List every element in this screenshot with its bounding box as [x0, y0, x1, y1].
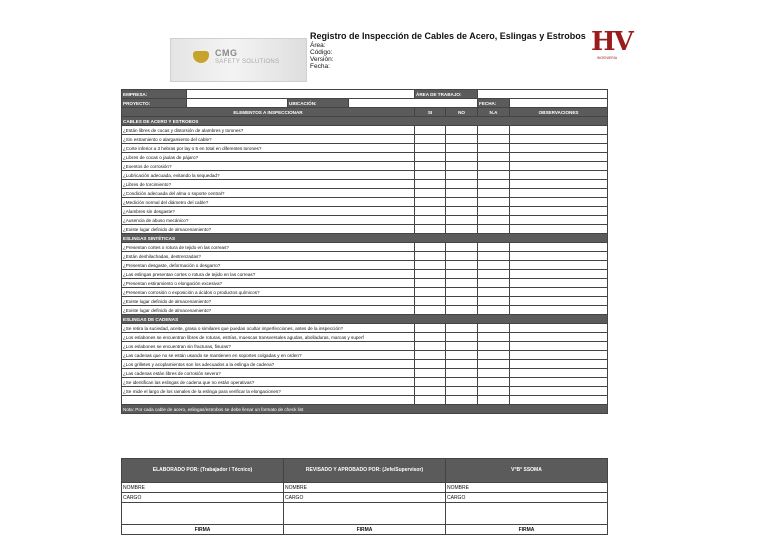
- observaciones-cell[interactable]: [510, 333, 608, 342]
- na-cell[interactable]: [478, 189, 510, 198]
- firma-elaborado: FIRMA: [122, 525, 284, 535]
- table-row: [122, 306, 608, 315]
- na-cell[interactable]: [478, 396, 510, 405]
- observaciones-cell[interactable]: [510, 378, 608, 387]
- no-cell[interactable]: [446, 198, 478, 207]
- si-cell[interactable]: [415, 189, 446, 198]
- ubicacion-label: UBICACIÓN:: [288, 99, 349, 108]
- si-cell[interactable]: [415, 378, 446, 387]
- table-row: [122, 288, 608, 297]
- si-cell[interactable]: [415, 126, 446, 135]
- si-cell[interactable]: [415, 396, 446, 405]
- na-header: N.A: [478, 108, 510, 117]
- no-cell[interactable]: [446, 207, 478, 216]
- elementos-header: ELEMENTOS A INSPECCIONAR: [122, 108, 415, 117]
- observaciones-cell[interactable]: [510, 135, 608, 144]
- inspection-table: [121, 89, 608, 414]
- na-cell[interactable]: [478, 198, 510, 207]
- na-cell[interactable]: [478, 216, 510, 225]
- no-cell[interactable]: [446, 351, 478, 360]
- observaciones-cell[interactable]: [510, 288, 608, 297]
- no-cell[interactable]: [446, 126, 478, 135]
- no-cell[interactable]: [446, 216, 478, 225]
- fecha-label: FECHA:: [478, 99, 510, 108]
- na-cell[interactable]: [478, 369, 510, 378]
- table-row: [122, 333, 608, 342]
- observaciones-cell[interactable]: [510, 189, 608, 198]
- na-cell[interactable]: [478, 378, 510, 387]
- observaciones-header: OBSERVACIONES: [510, 108, 608, 117]
- table-row: [122, 351, 608, 360]
- no-cell[interactable]: [446, 279, 478, 288]
- empresa-label: EMPRESA:: [122, 90, 187, 99]
- na-cell[interactable]: [478, 243, 510, 252]
- no-cell[interactable]: [446, 288, 478, 297]
- si-cell[interactable]: [415, 261, 446, 270]
- observaciones-cell[interactable]: [510, 342, 608, 351]
- section-title: ESLINGAS DE CADENAS: [122, 315, 608, 324]
- empresa-field[interactable]: [187, 90, 415, 99]
- na-cell[interactable]: [478, 360, 510, 369]
- si-cell[interactable]: [415, 252, 446, 261]
- na-cell[interactable]: [478, 279, 510, 288]
- inspection-item: ¿Libres de torcimiento?: [122, 180, 415, 189]
- table-row: [122, 189, 608, 198]
- si-cell[interactable]: [415, 360, 446, 369]
- table-row: [122, 297, 608, 306]
- inspection-item: ¿Presentan estiramiento o elongación excesiva?: [122, 279, 415, 288]
- table-row: [122, 144, 608, 153]
- no-cell[interactable]: [446, 180, 478, 189]
- signature-table: [121, 458, 608, 535]
- logo-subtext: SAFETY SOLUTIONS: [215, 59, 280, 65]
- inspection-item: ¿Las eslingas presentan cortes o rotura de tejido en las correas?: [122, 270, 415, 279]
- observaciones-cell[interactable]: [510, 126, 608, 135]
- helmet-icon: [193, 51, 209, 63]
- inspection-item: ¿Existe lugar definido de almacenamiento?: [122, 225, 415, 234]
- inspection-item: ¿Existe lugar definido de almacenamiento?: [122, 297, 415, 306]
- observaciones-cell[interactable]: [510, 225, 608, 234]
- no-cell[interactable]: [446, 189, 478, 198]
- observaciones-cell[interactable]: [510, 306, 608, 315]
- cargo-vb[interactable]: CARGO: [446, 493, 608, 503]
- signature-space-vb[interactable]: [446, 503, 608, 525]
- observaciones-cell[interactable]: [510, 198, 608, 207]
- cargo-elaborado[interactable]: CARGO: [122, 493, 284, 503]
- table-row: [122, 261, 608, 270]
- na-cell[interactable]: [478, 153, 510, 162]
- no-cell[interactable]: [446, 135, 478, 144]
- brand-logo: [591, 27, 632, 61]
- inspection-item: ¿Exentos de corrosión?: [122, 162, 415, 171]
- table-row: [122, 180, 608, 189]
- ubicacion-field[interactable]: [349, 99, 478, 108]
- table-row: [122, 135, 608, 144]
- document-header: [121, 27, 632, 88]
- no-cell[interactable]: [446, 369, 478, 378]
- observaciones-cell[interactable]: [510, 387, 608, 396]
- area-trabajo-label: ÁREA DE TRABAJO:: [415, 90, 478, 99]
- observaciones-cell[interactable]: [510, 369, 608, 378]
- na-cell[interactable]: [478, 225, 510, 234]
- area-trabajo-field[interactable]: [478, 90, 608, 99]
- table-row: [122, 396, 608, 405]
- inspection-item: ¿Las cadenas que no se están usando se mantienen en soportes colgadas y en orden?: [122, 351, 415, 360]
- inspection-item: ¿Los eslabones se encuentran sin fracturas, fisuras?: [122, 342, 415, 351]
- inspection-item: ¿Condición adecuada del alma o soporte central?: [122, 189, 415, 198]
- si-cell[interactable]: [415, 225, 446, 234]
- table-row: [122, 342, 608, 351]
- revisado-header: REVISADO Y APROBADO POR: (Jefe/Supervisor): [284, 459, 446, 483]
- no-cell[interactable]: [446, 153, 478, 162]
- observaciones-cell[interactable]: [510, 153, 608, 162]
- na-cell[interactable]: [478, 171, 510, 180]
- inspection-item: ¿Corte inferior a 3 hebras por lay o 5 en total en diferentes torones?: [122, 144, 415, 153]
- section-title: CABLES DE ACERO Y ESTROBOS: [122, 117, 608, 126]
- elaborado-header: ELABORADO POR: (Trabajador / Técnico): [122, 459, 284, 483]
- company-logo: [170, 38, 307, 82]
- observaciones-cell[interactable]: [510, 180, 608, 189]
- si-cell[interactable]: [415, 306, 446, 315]
- si-cell[interactable]: [415, 144, 446, 153]
- na-cell[interactable]: [478, 387, 510, 396]
- si-cell[interactable]: [415, 324, 446, 333]
- proyecto-field[interactable]: [187, 99, 288, 108]
- observaciones-cell[interactable]: [510, 171, 608, 180]
- no-cell[interactable]: [446, 360, 478, 369]
- observaciones-cell[interactable]: [510, 162, 608, 171]
- si-cell[interactable]: [415, 162, 446, 171]
- inspection-item: ¿Están libres de cocas y distorsión de alambres y torones?: [122, 126, 415, 135]
- observaciones-cell[interactable]: [510, 270, 608, 279]
- no-cell[interactable]: [446, 225, 478, 234]
- inspection-item: ¿Ausencia de abuso mecánico?: [122, 216, 415, 225]
- document-title: Registro de Inspección de Cables de Acero, Eslingas y Estrobos: [310, 31, 586, 41]
- si-cell[interactable]: [415, 198, 446, 207]
- firma-revisado: FIRMA: [284, 525, 446, 535]
- na-cell[interactable]: [478, 180, 510, 189]
- si-cell[interactable]: [415, 351, 446, 360]
- si-cell[interactable]: [415, 243, 446, 252]
- si-cell[interactable]: [415, 270, 446, 279]
- table-row: [122, 378, 608, 387]
- no-cell[interactable]: [446, 270, 478, 279]
- observaciones-cell[interactable]: [510, 144, 608, 153]
- signature-space-revisado[interactable]: [284, 503, 446, 525]
- observaciones-cell[interactable]: [510, 297, 608, 306]
- table-row: [122, 225, 608, 234]
- table-row: [122, 153, 608, 162]
- no-cell[interactable]: [446, 162, 478, 171]
- na-cell[interactable]: [478, 342, 510, 351]
- inspection-item: ¿Se retira la suciedad, aceite, grasa o similares que puedan ocultar imperfecciones, antes de la inspección?: [122, 324, 415, 333]
- na-cell[interactable]: [478, 306, 510, 315]
- no-header: NO: [446, 108, 478, 117]
- observaciones-cell[interactable]: [510, 216, 608, 225]
- observaciones-cell[interactable]: [510, 207, 608, 216]
- section-header-row: [122, 234, 608, 243]
- no-cell[interactable]: [446, 396, 478, 405]
- section-title: ESLINGAS SINTÉTICAS: [122, 234, 608, 243]
- inspection-item-empty[interactable]: [122, 396, 415, 405]
- table-row: [122, 216, 608, 225]
- no-cell[interactable]: [446, 171, 478, 180]
- si-cell[interactable]: [415, 279, 446, 288]
- na-cell[interactable]: [478, 252, 510, 261]
- inspection-item: ¿Las cadenas están libres de corrosión severa?: [122, 369, 415, 378]
- na-cell[interactable]: [478, 144, 510, 153]
- section-header-row: [122, 315, 608, 324]
- observaciones-cell[interactable]: [510, 360, 608, 369]
- na-cell[interactable]: [478, 297, 510, 306]
- table-row: [122, 279, 608, 288]
- table-row: [122, 387, 608, 396]
- inspection-item: ¿Sin estramiento o alargamiento del cable?: [122, 135, 415, 144]
- observaciones-cell[interactable]: [510, 243, 608, 252]
- no-cell[interactable]: [446, 144, 478, 153]
- inspection-item: ¿Los grilletes y acoplamientos son los adecuados a la eslinga de cadena?: [122, 360, 415, 369]
- si-cell[interactable]: [415, 333, 446, 342]
- table-row: [122, 171, 608, 180]
- no-cell[interactable]: [446, 261, 478, 270]
- table-row: [122, 126, 608, 135]
- si-cell[interactable]: [415, 216, 446, 225]
- signature-space-elaborado[interactable]: [122, 503, 284, 525]
- si-cell[interactable]: [415, 153, 446, 162]
- inspection-item: ¿Existe lugar definido de almacenamiento?: [122, 306, 415, 315]
- na-cell[interactable]: [478, 261, 510, 270]
- si-cell[interactable]: [415, 297, 446, 306]
- table-row: [122, 324, 608, 333]
- table-row: [122, 369, 608, 378]
- table-row: [122, 243, 608, 252]
- na-cell[interactable]: [478, 333, 510, 342]
- nombre-elaborado[interactable]: NOMBRE: [122, 483, 284, 493]
- si-cell[interactable]: [415, 135, 446, 144]
- inspection-item: ¿Presentan desgaste, deformación o desgarro?: [122, 261, 415, 270]
- inspection-item: ¿Se identifican las eslingas de cadena que no están operativas?: [122, 378, 415, 387]
- inspection-item: ¿Lubricación adecuada, evitando la sequedad?: [122, 171, 415, 180]
- meta-codigo: Código:: [310, 49, 333, 56]
- observaciones-cell[interactable]: [510, 261, 608, 270]
- no-cell[interactable]: [446, 342, 478, 351]
- inspection-item: ¿Presentan corrosión o exposición a ácidos o productos químicos?: [122, 288, 415, 297]
- fecha-field[interactable]: [510, 99, 608, 108]
- si-cell[interactable]: [415, 369, 446, 378]
- no-cell[interactable]: [446, 387, 478, 396]
- observaciones-cell[interactable]: [510, 351, 608, 360]
- inspection-item: ¿Se mide el largo de los ramales de la eslinga para verificar la elongaciones?: [122, 387, 415, 396]
- no-cell[interactable]: [446, 252, 478, 261]
- observaciones-cell[interactable]: [510, 252, 608, 261]
- na-cell[interactable]: [478, 288, 510, 297]
- table-row: [122, 252, 608, 261]
- meta-area: Área:: [310, 42, 326, 49]
- table-row: [122, 162, 608, 171]
- firma-vb: FIRMA: [446, 525, 608, 535]
- si-cell[interactable]: [415, 288, 446, 297]
- si-cell[interactable]: [415, 207, 446, 216]
- inspection-item: ¿Los eslabones se encuentran libres de roturas, estrías, muescas transversales agudas, abolladuras, marcas y superf: [122, 333, 415, 342]
- no-cell[interactable]: [446, 306, 478, 315]
- no-cell[interactable]: [446, 333, 478, 342]
- inspection-sheet: [121, 27, 632, 533]
- inspection-item: ¿Libres de cocas o jaulas de pájaro?: [122, 153, 415, 162]
- brand-subtext: INGENIERIA: [596, 56, 618, 60]
- na-cell[interactable]: [478, 324, 510, 333]
- meta-version: Versión:: [310, 56, 334, 63]
- na-cell[interactable]: [478, 126, 510, 135]
- na-cell[interactable]: [478, 351, 510, 360]
- no-cell[interactable]: [446, 243, 478, 252]
- no-cell[interactable]: [446, 297, 478, 306]
- inspection-item: ¿Presentan cortes o rotura de tejido en las correas?: [122, 243, 415, 252]
- nombre-revisado[interactable]: NOMBRE: [284, 483, 446, 493]
- si-cell[interactable]: [415, 342, 446, 351]
- no-cell[interactable]: [446, 324, 478, 333]
- logo-text: CMG: [215, 48, 238, 58]
- table-row: [122, 360, 608, 369]
- table-row: [122, 270, 608, 279]
- section-header-row: [122, 117, 608, 126]
- na-cell[interactable]: [478, 135, 510, 144]
- observaciones-cell[interactable]: [510, 279, 608, 288]
- note-row: [122, 405, 608, 414]
- meta-fecha: Fecha:: [310, 63, 330, 70]
- na-cell[interactable]: [478, 270, 510, 279]
- si-cell[interactable]: [415, 171, 446, 180]
- proyecto-label: PROYECTO:: [122, 99, 187, 108]
- cargo-revisado[interactable]: CARGO: [284, 493, 446, 503]
- vb-ssoma-header: V°B° SSOMA: [446, 459, 608, 483]
- si-header: SI: [415, 108, 446, 117]
- na-cell[interactable]: [478, 162, 510, 171]
- no-cell[interactable]: [446, 378, 478, 387]
- si-cell[interactable]: [415, 387, 446, 396]
- table-row: [122, 198, 608, 207]
- si-cell[interactable]: [415, 180, 446, 189]
- observaciones-cell[interactable]: [510, 396, 608, 405]
- inspection-item: ¿Medición normal del diámetro del cable?: [122, 198, 415, 207]
- observaciones-cell[interactable]: [510, 324, 608, 333]
- inspection-item: ¿Alambres sin desgaste?: [122, 207, 415, 216]
- inspection-item: ¿Están deshilachadas, destrenzadas?: [122, 252, 415, 261]
- table-row: [122, 207, 608, 216]
- brand-text: HV: [591, 27, 632, 57]
- nombre-vb[interactable]: NOMBRE: [446, 483, 608, 493]
- na-cell[interactable]: [478, 207, 510, 216]
- note-text: Nota: Por cada cable de acero, eslingas/estrobos se debe llenar un formato de check list: [122, 405, 608, 414]
